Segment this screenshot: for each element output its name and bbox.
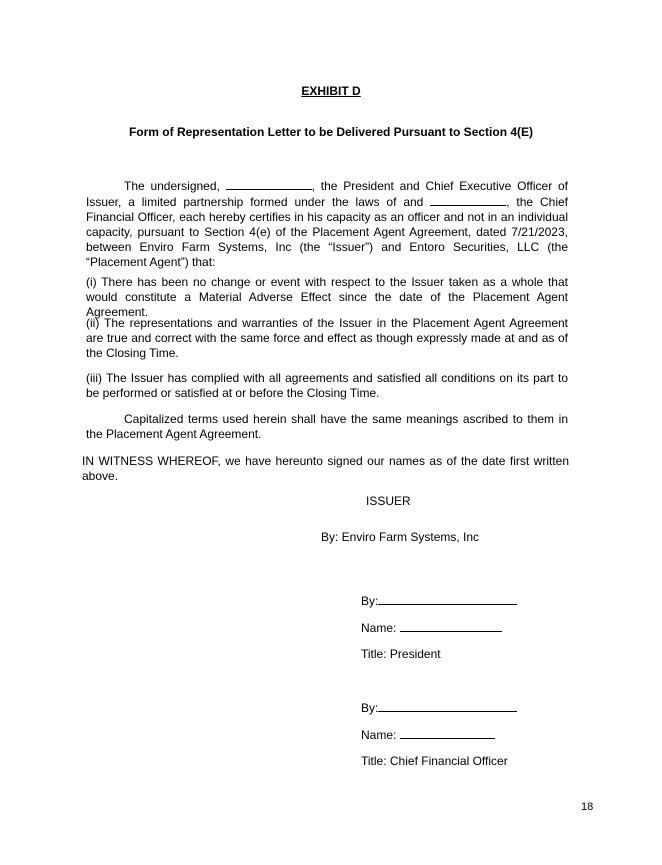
intro-text-3: , the Chief Financial Officer, each hereby certifies in his capacity as an officer and not in an individual capacity, pursuant to Section 4(e) of the Placement Agent Agreement, dated 7/21/2023, between Enviro Farm Systems, Inc (the “Issuer”) and Entoro Securities, LLC (the “Placement Agent”) that: — [86, 195, 568, 269]
intro-text-2: , the President and Chief Executive Officer of Issuer, a limited partnership formed under the laws of and — [86, 179, 568, 209]
signature-blank — [378, 700, 517, 712]
by-label: By: — [361, 594, 379, 608]
intro-text-1: The undersigned, — [124, 179, 226, 193]
name-blank — [400, 620, 502, 632]
signature-blank — [378, 593, 517, 605]
signature-line-president — [361, 593, 517, 609]
president-name-blank — [226, 178, 312, 190]
name-label: Name: — [361, 621, 400, 635]
item-ii: (ii) The representations and warranties of the Issuer in the Placement Agent Agreement are true and correct with the same force and effect as though expressly made at and as of the Closing Time. — [86, 316, 568, 360]
name-line-cfo — [361, 727, 495, 743]
cfo-name-blank — [430, 194, 506, 206]
witness-paragraph: IN WITNESS WHEREOF, we have hereunto signed our names as of the date first written above. — [82, 454, 569, 483]
capitalized-terms-paragraph: Capitalized terms used herein shall have the same meanings ascribed to them in the Placement Agent Agreement. — [86, 412, 568, 441]
name-label: Name: — [361, 728, 400, 742]
item-iii: (iii) The Issuer has complied with all agreements and satisfied all conditions on its part to be performed or satisfied at or before the Closing Time. — [86, 371, 568, 400]
intro-paragraph — [86, 178, 568, 270]
form-title: Form of Representation Letter to be Delivered Pursuant to Section 4(E) — [128, 125, 534, 139]
page-number: 18 — [581, 801, 594, 813]
title-line-president: Title: President — [361, 647, 441, 661]
name-line-president — [361, 620, 502, 636]
by-label: By: — [361, 701, 379, 715]
title-line-cfo: Title: Chief Financial Officer — [361, 754, 508, 768]
exhibit-title: EXHIBIT D — [301, 84, 361, 98]
issuer-label: ISSUER — [366, 494, 411, 508]
by-company: By: Enviro Farm Systems, Inc — [321, 530, 480, 544]
signature-line-cfo — [361, 700, 517, 716]
item-i: (i) There has been no change or event with respect to the Issuer taken as a whole that would constitute a Material Adverse Effect since the date of the Placement Agent Agreement. — [86, 275, 568, 319]
name-blank — [400, 727, 495, 739]
